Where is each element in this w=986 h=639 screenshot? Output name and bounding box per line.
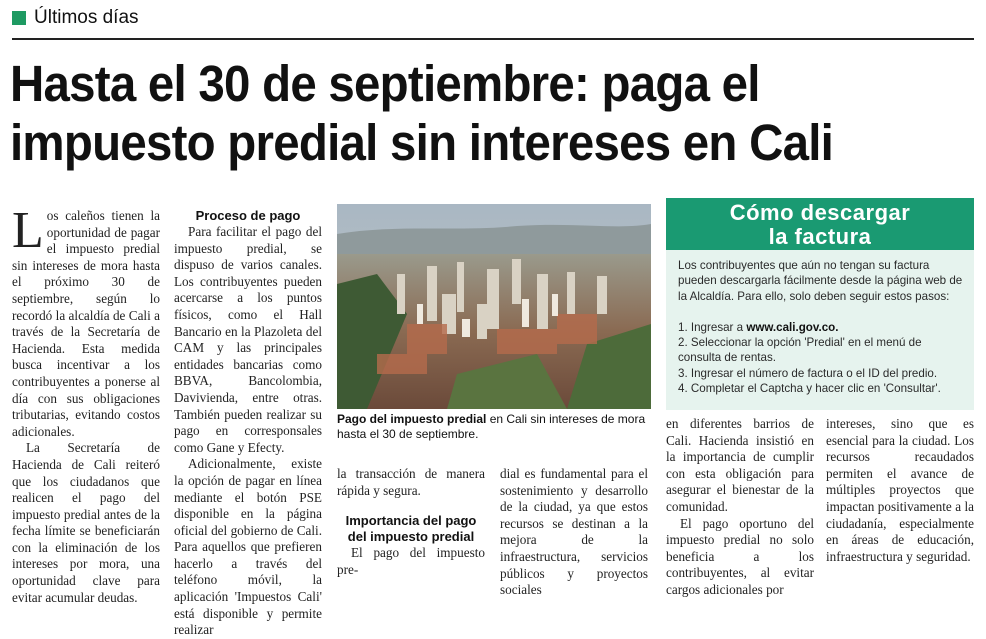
paragraph: Para facilitar el pago del impuesto predial, se dispuso de varios canales. Los contribuyentes pueden acercarse a los puntos físicos, como el Hall Bancario en la Plazoleta del CAM y las principales entidades bancarias como BBVA, Bancolombia, Davivienda, entre otras. También pueden realizar su pago en corresponsales como Gane y Efecty.	[174, 224, 322, 455]
paragraph: El pago oportuno del impuesto predial no solo beneficia a los contribuyentes, al evitar cargos adicionales por	[666, 515, 814, 597]
paragraph: intereses, sino que es esencial para la ciudad. Los recursos recaudados permiten el avance de múltiples proyectos que impactan positivamente a la ciudadanía, especialmente en áreas de educación, infraestructura y seguridad.	[826, 416, 974, 564]
section-kicker	[12, 6, 139, 30]
paragraph: El pago del impuesto pre-	[337, 545, 485, 577]
article-column-4	[500, 466, 648, 599]
city-aerial-photo	[337, 204, 651, 409]
paragraph: la transacción de manera rápida y segura.	[337, 466, 485, 498]
box-intro: Los contribuyentes que aún no tengan su factura pueden descargarla fácilmente desde la página web de la Alcaldía. Para ello, solo deben seguir estos pasos:	[678, 259, 963, 303]
kicker-square-icon	[12, 11, 26, 25]
article-column-2	[174, 208, 322, 639]
lead-paragraph-text: os caleños tienen la oportunidad de pagar el impuesto predial sin intereses de mora hasta el próximo 30 de septiembre, según lo recordó la alcaldía de Cali a través de la Secretaría de Hacienda. Esta medida busca incentivar a los contribuyentes a ponerse al día con sus obligaciones tributarias, evitando costos adicionales.	[12, 208, 160, 439]
kicker-text: Últimos días	[34, 7, 139, 28]
paragraph: La Secretaría de Hacienda de Cali reiteró que los ciudadanos que realicen el pago del impuesto predial antes de la fecha límite se beneficiarán con la eliminación de los intereses por mora, una oportunidad clave para evitar acumular deudas.	[12, 440, 160, 605]
headline-line-2: impuesto predial sin intereses en Cali	[10, 114, 834, 171]
article-column-3	[337, 466, 485, 578]
sidebar-box-header	[666, 198, 974, 250]
sidebar-box-title	[666, 198, 974, 249]
subhead-proceso-de-pago: Proceso de pago	[195, 208, 301, 223]
box-step-4: 4. Completar el Captcha y hacer clic en 'Consultar'.	[678, 382, 941, 396]
box-title-line-2: la factura	[768, 224, 872, 249]
box-title-line-1: Cómo descargar	[729, 200, 911, 225]
caption-text: en Cali sin intereses de mora hasta el 30 de septiembre.	[337, 412, 646, 441]
paragraph: dial es fundamental para el sostenimiento y desarrollo de la ciudad, ya que estos recursos se destinan a la mejora de la infraestructura, servicios públicos y proyectos sociales	[500, 466, 648, 598]
article-column-1	[12, 202, 160, 606]
box-step-3: 3. Ingresar el número de factura o el ID del predio.	[678, 366, 938, 380]
article-column-5	[666, 416, 814, 599]
box-step-2: 2. Seleccionar la opción 'Predial' en el menú de consulta de rentas.	[678, 336, 922, 365]
sidebar-box-body	[666, 250, 974, 410]
headline	[10, 54, 910, 172]
caption-bold: Pago del impuesto predial	[337, 412, 487, 426]
city-aerial-image	[337, 204, 651, 409]
photo-caption	[337, 412, 653, 442]
box-step-1: 1. Ingresar a www.cali.gov.co.	[678, 320, 839, 334]
paragraph: Adicionalmente, existe la opción de pagar en línea mediante el botón PSE disponible en la página oficial del gobierno de Cali. Para aquellos que prefieren hacerlo a través del teléfono móvil, la aplicación 'Impuestos Cali' está disponible y permite realizar	[174, 456, 322, 638]
drop-cap: L	[12, 202, 44, 259]
headline-line-1: Hasta el 30 de septiembre: paga el	[10, 55, 760, 112]
lead-paragraph	[12, 202, 160, 440]
header-rule	[12, 38, 974, 40]
sidebar-box-text	[666, 250, 974, 396]
cali-url-link[interactable]: www.cali.gov.co.	[746, 320, 839, 334]
subhead-importancia: Importancia del pago del impuesto predial	[345, 513, 477, 545]
article-column-6	[826, 416, 974, 565]
paragraph: en diferentes barrios de Cali. Hacienda insistió en la importancia de cumplir con esta obligación para asegurar el bienestar de la comunidad.	[666, 416, 814, 514]
